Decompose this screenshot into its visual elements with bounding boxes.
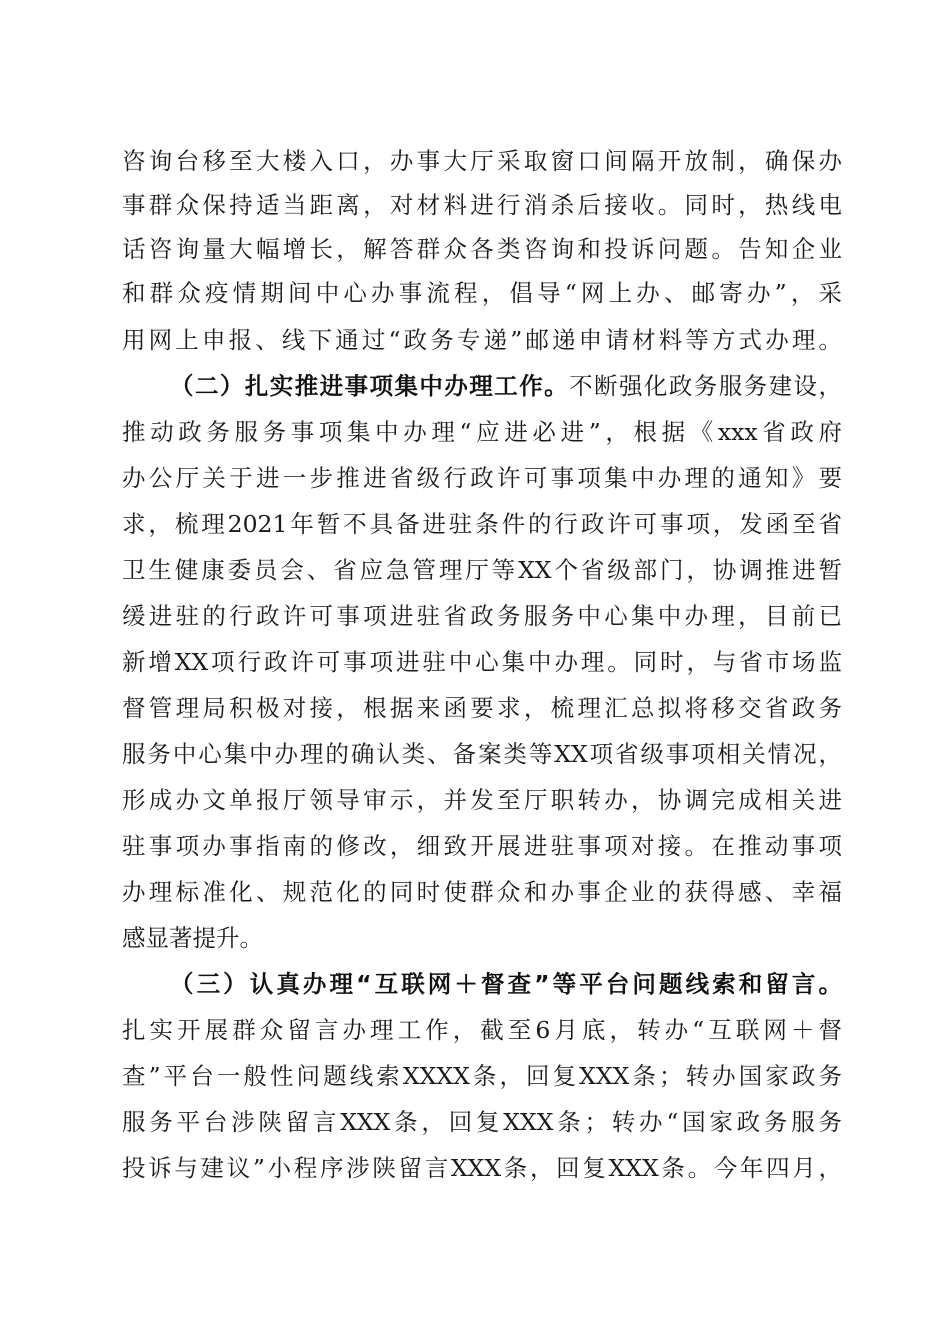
paragraph-line: 办理标准化、规范化的同时使群众和办事企业的获得感、幸福 [122,878,842,906]
paragraph-line: 卫生健康委员会、省应急管理厅等XX个省级部门，协调推进暂 [122,556,842,584]
paragraph-line: 办公厅关于进一步推进省级行政许可事项集中办理的通知》要 [122,464,842,492]
paragraph-text: 不断强化政务服务建设， [569,372,843,400]
paragraph-line: 扎实开展群众留言办理工作，截至6月底，转办“互联网＋督 [122,1016,842,1044]
paragraph-line: 用网上申报、线下通过“政务专递”邮递申请材料等方式办理。 [122,326,842,354]
paragraph-line: 事群众保持适当距离，对材料进行消杀后接收。同时，热线电 [122,191,842,219]
paragraph-line: 和群众疫情期间中心办事流程，倡导“网上办、邮寄办”，采 [122,279,842,307]
paragraph-line: 咨询台移至大楼入口，办事大厅采取窗口间隔开放制，确保办 [122,147,842,175]
section-two-first-line [170,364,842,408]
paragraph-line: 服务平台涉陕留言XXX条，回复XXX条；转办“国家政务服务 [122,1108,842,1136]
paragraph-line: 形成办文单报厅领导审示，并发至厅职转办，协调完成相关进 [122,786,842,814]
paragraph-line: 话咨询量大幅增长，解答群众各类咨询和投诉问题。告知企业 [122,235,842,263]
paragraph-line: 感显著提升。 [122,924,263,952]
paragraph-line: 督管理局积极对接，根据来函要求，梳理汇总拟将移交省政务 [122,694,842,722]
paragraph-line: 查”平台一般性问题线索XXXX条，回复XXX条；转办国家政务 [122,1062,842,1090]
section-heading-two: （二）扎实推进事项集中办理工作。 [170,372,570,400]
paragraph-line: 新增XX项行政许可事项进驻中心集中办理。同时，与省市场监 [122,648,842,676]
paragraph-line: 求，梳理2021年暂不具备进驻条件的行政许可事项，发函至省 [122,510,842,538]
paragraph-line: 投诉与建议”小程序涉陕留言XXX条，回复XXX条。今年四月， [122,1154,842,1182]
paragraph-line: 驻事项办事指南的修改，细致开展进驻事项对接。在推动事项 [122,832,842,860]
paragraph-line: 服务中心集中办理的确认类、备案类等XX项省级事项相关情况， [122,740,842,768]
section-heading-three: （三）认真办理“互联网＋督查”等平台问题线索和留言。 [170,970,842,998]
paragraph-line: 缓进驻的行政许可事项进驻省政务服务中心集中办理，目前已 [122,602,842,630]
paragraph-line: 推动政务服务事项集中办理“应进必进”，根据《xxx省政府 [122,418,842,446]
section-two-first-line [170,962,842,1006]
